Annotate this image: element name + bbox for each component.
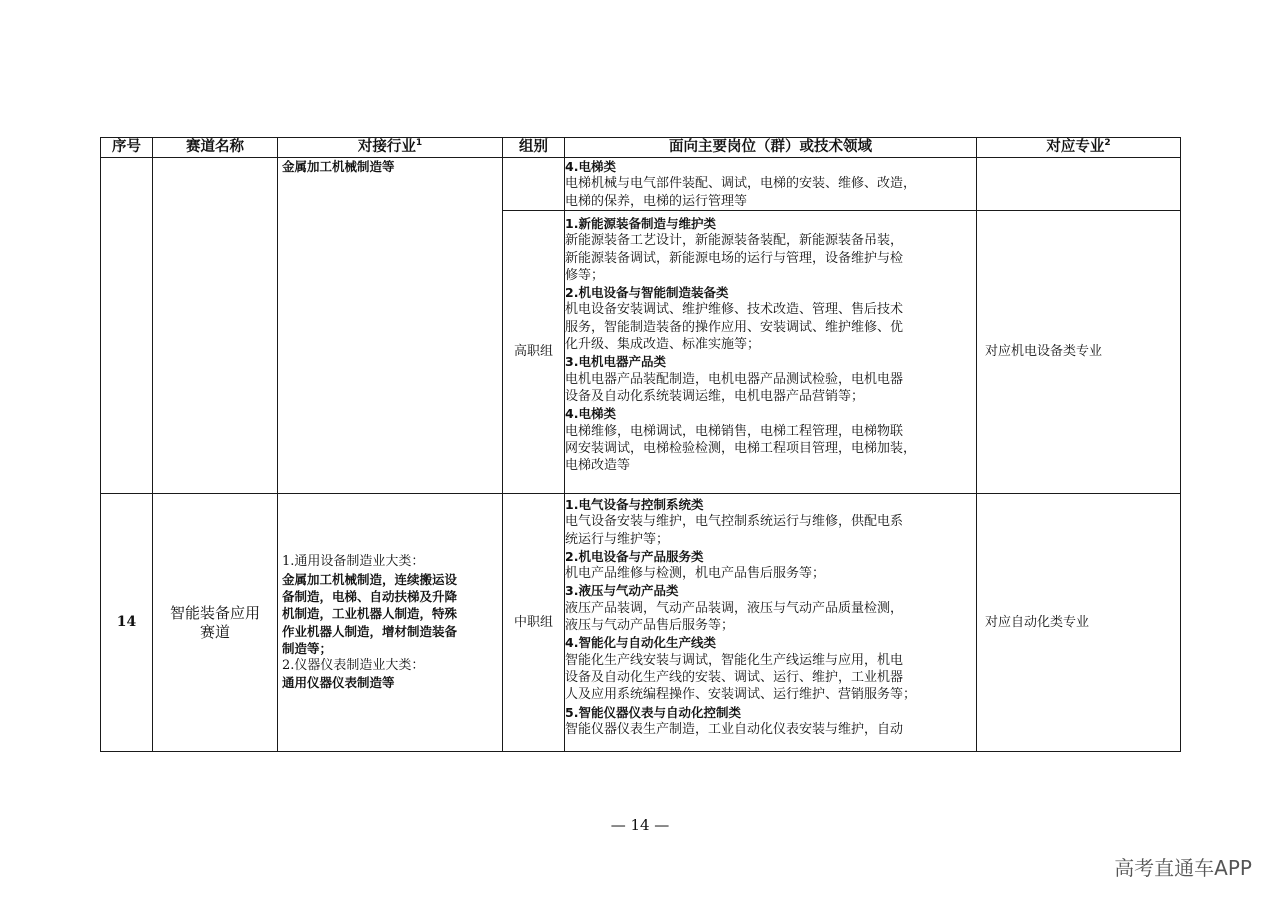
competition-table [100,137,1181,752]
post-category-title: 5.智能仪器仪表与自动化控制类 [565,704,741,720]
table-row-continued-elevator [101,158,1181,211]
header-group: 组别 [503,138,565,158]
post-category-text: 服务，智能制造装备的操作应用、安装调试、维护维修、优 [565,319,904,335]
page-number: — 14 — [610,816,670,834]
header-major [977,138,1181,158]
industry-cell [278,494,503,752]
industry-category-2-detail [282,674,502,691]
track-cell-continued [153,158,278,494]
header-industry-label: 对接行业 [357,139,416,155]
industry-text-line: 通用仪器仪表制造等 [282,675,395,691]
header-industry [278,138,503,158]
header-major-label: 对应专业 [1046,139,1105,155]
posts-cell [565,211,977,494]
post-category-title: 4.电梯类 [565,406,616,422]
industry-category-2: 2.仪器仪表制造业大类： [282,658,425,674]
post-category-text: 化升级、集成改造、标准实施等； [565,337,761,353]
seq-cell: 14 [101,494,153,752]
post-category-text: 机电产品维修与检测，机电产品售后服务等； [565,566,826,582]
posts-list [565,215,976,474]
watermark-logo-text: 高考直通车APP [1114,856,1252,880]
group-cell: 中职组 [503,494,565,752]
header-seq: 序号 [101,138,153,158]
post-category-title: 1.新能源装备制造与维护类 [565,216,716,231]
post-category-text: 智能化生产线安装与调试，智能化生产线运维与应用，机电 [565,652,904,668]
footnote-1-marker: 1 [415,138,423,149]
post-category-text: 液压产品装调，气动产品装调，液压与气动产品质量检测， [565,600,904,616]
post-category-text: 电机电器产品装配制造，电机电器产品测试检验，电机电器 [565,371,904,387]
post-category-text: 机电设备安装调试、维护维修、技术改造、管理、售后技术 [565,302,904,318]
post-category-title: 2.机电设备与产品服务类 [565,548,704,564]
major-cell: 对应机电设备类专业 [977,211,1181,494]
table-row-14 [101,494,1181,752]
header-row [101,138,1181,158]
group-cell: 高职组 [503,211,565,494]
header-posts: 面向主要岗位（群）或技术领域 [565,138,977,158]
post-category-text: 设备及自动化生产线的安装、调试、运行、维护，工业机器 [565,669,904,685]
post-category-text: 电梯改造等 [565,458,631,474]
header-track: 赛道名称 [153,138,278,158]
post-category-title: 1.电气设备与控制系统类 [565,497,704,512]
major-cell: 对应自动化类专业 [977,494,1181,752]
footnote-2-marker: 2 [1104,138,1111,149]
seq-cell-continued [101,158,153,494]
post-category-text: 电梯维修，电梯调试，电梯销售，电梯工程管理，电梯物联 [565,423,904,439]
post-category-text: 智能仪器仪表生产制造，工业自动化仪表安装与维护，自动 [565,721,904,737]
post-category-text: 人及应用系统编程操作、安装调试、运行维护、营销服务等； [565,687,917,703]
industry-text-line: 机制造，工业机器人制造，特殊 [282,606,458,622]
industry-category-1: 1.通用设备制造业大类： [282,554,425,570]
post-category-text: 网安装调试，电梯检验检测，电梯工程项目管理，电梯加装， [565,440,917,456]
industry-text-line: 作业机器人制造，增材制造装备 [282,623,458,639]
industry-cell-continued [278,158,503,494]
industry-text-line: 金属加工机械制造，连续搬运设 [282,571,458,587]
posts-list [565,158,976,210]
posts-cell [565,494,977,752]
post-category-text: 液压与气动产品售后服务等； [565,618,735,634]
post-category-title: 3.液压与气动产品类 [565,583,679,599]
post-category-text: 设备及自动化系统装调运维，电机电器产品营销等； [565,388,865,404]
track-name-line1: 智能装备应用 [169,603,260,622]
post-category-text: 新能源装备调试，新能源电场的运行与管理，设备维护与检 [565,250,904,266]
track-cell [153,494,278,752]
post-category-title: 3.电机电器产品类 [565,354,666,370]
post-category-text: 电梯的保养，电梯的运行管理等 [565,193,748,209]
posts-list [565,496,976,738]
post-category-title: 4.电梯类 [565,159,616,174]
post-category-text: 新能源装备工艺设计，新能源装备装配，新能源装备吊装， [565,233,904,249]
group-cell-continued [503,158,565,211]
industry-text-line: 备制造，电梯、自动扶梯及升降 [282,588,458,604]
major-cell-continued [977,158,1181,211]
post-category-text: 统运行与维护等； [565,531,670,547]
post-category-title: 4.智能化与自动化生产线类 [565,635,716,651]
industry-line: 金属加工机械制造等 [282,159,395,174]
track-name-line2: 赛道 [199,622,230,641]
industry-text-line: 制造等； [282,640,333,656]
post-category-text: 电气设备安装与维护，电气控制系统运行与维修，供配电系 [565,514,904,530]
post-category-text: 电梯机械与电气部件装配、调试，电梯的安装、维修、改造， [565,176,917,192]
post-category-text: 修等； [565,267,605,283]
posts-cell-continued [565,158,977,211]
industry-category-1-detail [282,571,502,657]
post-category-title: 2.机电设备与智能制造装备类 [565,285,729,301]
